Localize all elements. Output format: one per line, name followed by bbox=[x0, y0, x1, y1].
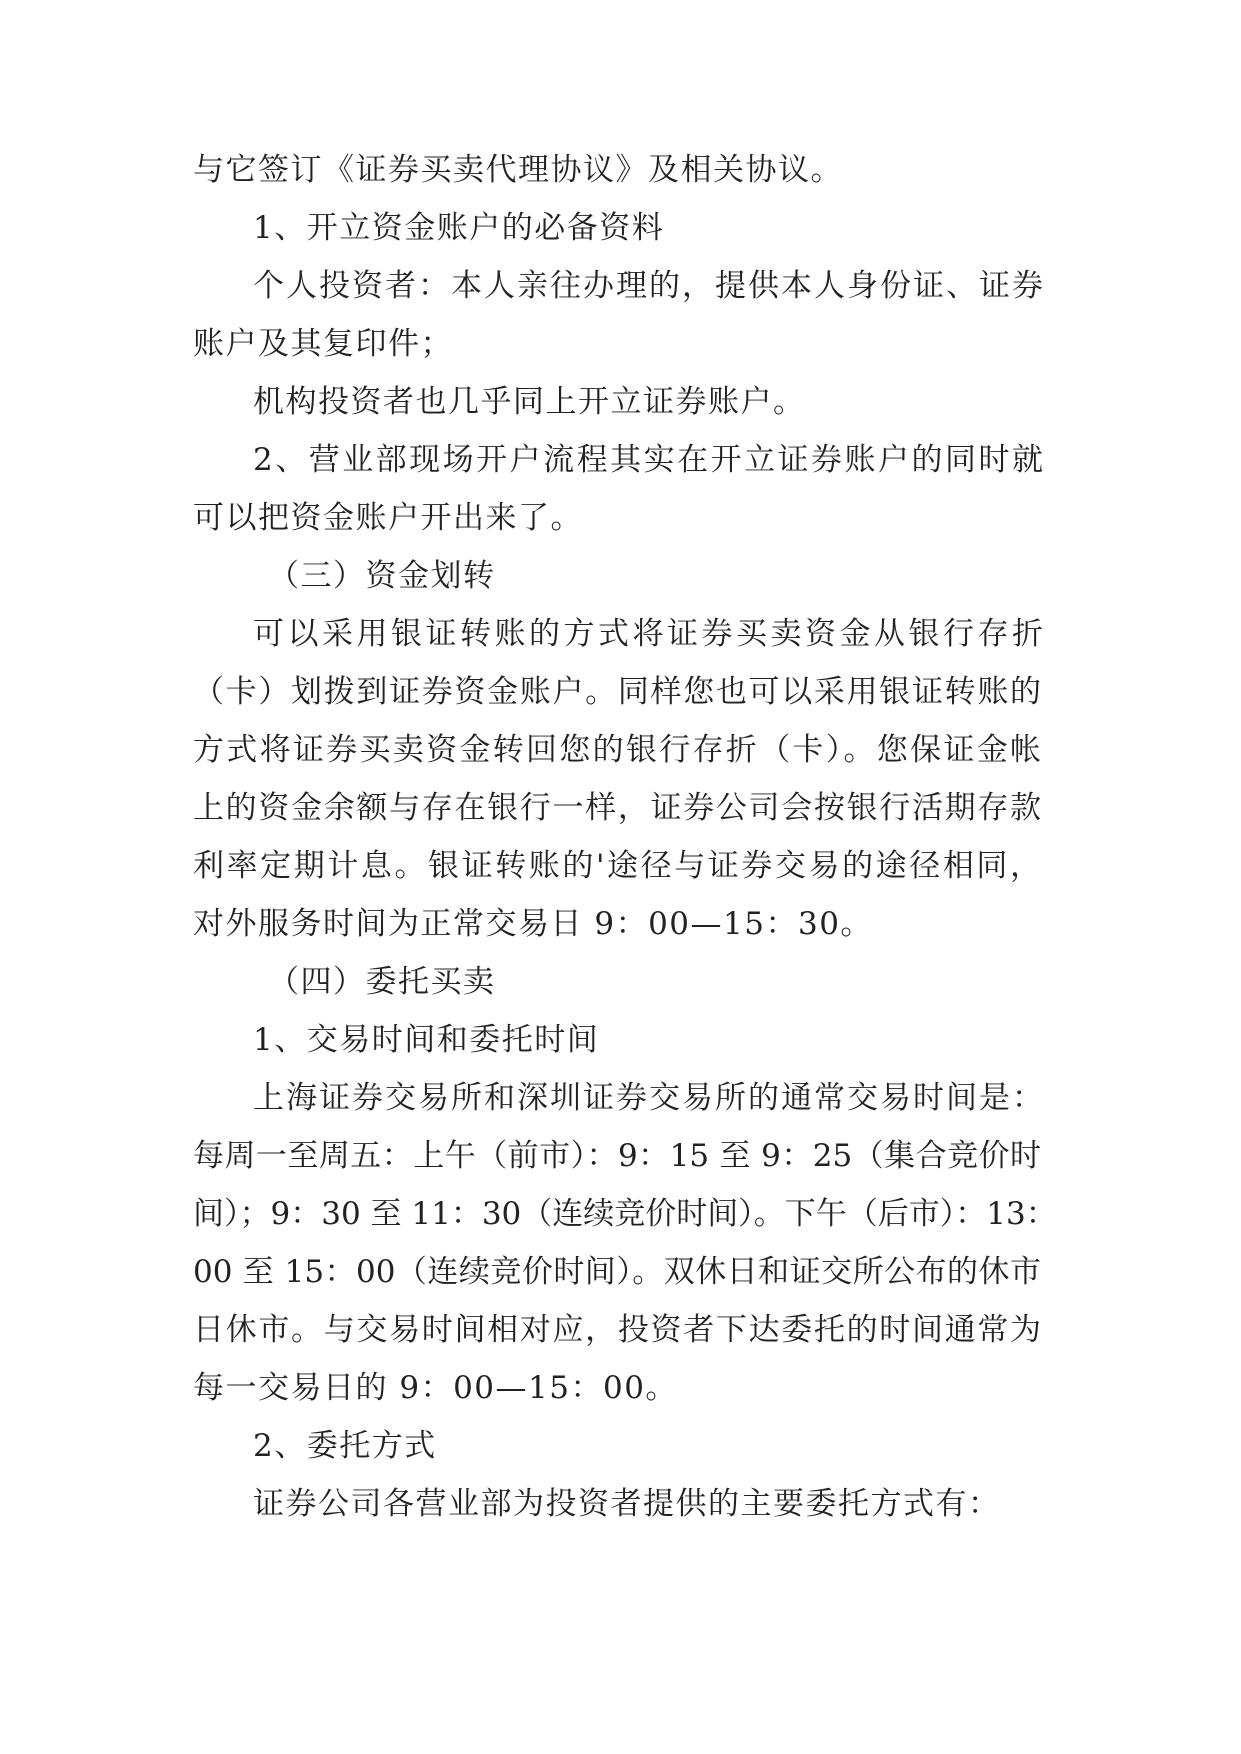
paragraph-line: 可以采用银证转账的方式将证券买卖资金从银行存折 bbox=[253, 616, 1043, 652]
section-heading: （三）资金划转 bbox=[268, 558, 496, 594]
paragraph-line: 证券公司各营业部为投资者提供的主要委托方式有： bbox=[253, 1486, 1001, 1522]
section-heading: 1、开立资金账户的必备资料 bbox=[253, 210, 665, 246]
paragraph-line: 每周一至周五：上午（前市）：9：15 至 9：25（集合竞价时 bbox=[193, 1138, 1041, 1174]
paragraph-line: （卡）划拨到证券资金账户。同样您也可以采用银证转账的 bbox=[193, 674, 1041, 710]
paragraph-line: 方式将证券买卖资金转回您的银行存折（卡）。您保证金帐 bbox=[193, 732, 1041, 768]
paragraph-line: 上海证券交易所和深圳证券交易所的通常交易时间是： bbox=[253, 1080, 1043, 1116]
paragraph-line: 每一交易日的 9：00—15：00。 bbox=[193, 1370, 678, 1406]
paragraph-line: 账户及其复印件； bbox=[193, 326, 453, 362]
paragraph-line: 00 至 15：00（连续竞价时间）。双休日和证交所公布的休市 bbox=[193, 1254, 1041, 1290]
paragraph-line: 可以把资金账户开出来了。 bbox=[193, 500, 583, 536]
paragraph-line: 2、营业部现场开户流程其实在开立证券账户的同时就 bbox=[253, 442, 1043, 478]
paragraph-line: 与它签订《证券买卖代理协议》及相关协议。 bbox=[193, 152, 843, 188]
paragraph-line: 机构投资者也几乎同上开立证券账户。 bbox=[253, 384, 806, 420]
section-heading: （四）委托买卖 bbox=[268, 964, 496, 1000]
paragraph-line: 日休市。与交易时间相对应，投资者下达委托的时间通常为 bbox=[193, 1312, 1041, 1348]
section-heading: 1、交易时间和委托时间 bbox=[253, 1022, 600, 1058]
paragraph-line: 上的资金余额与存在银行一样，证券公司会按银行活期存款 bbox=[193, 790, 1041, 826]
paragraph-line: 间）；9：30 至 11：30（连续竞价时间）。下午（后市）：13： bbox=[193, 1196, 1057, 1232]
paragraph-line: 利率定期计息。银证转账的'途径与证券交易的途径相同， bbox=[193, 848, 1041, 884]
paragraph-line: 对外服务时间为正常交易日 9：00—15：30。 bbox=[193, 906, 873, 942]
paragraph-line: 个人投资者：本人亲往办理的，提供本人身份证、证券 bbox=[253, 268, 1043, 304]
section-heading: 2、委托方式 bbox=[253, 1428, 437, 1464]
